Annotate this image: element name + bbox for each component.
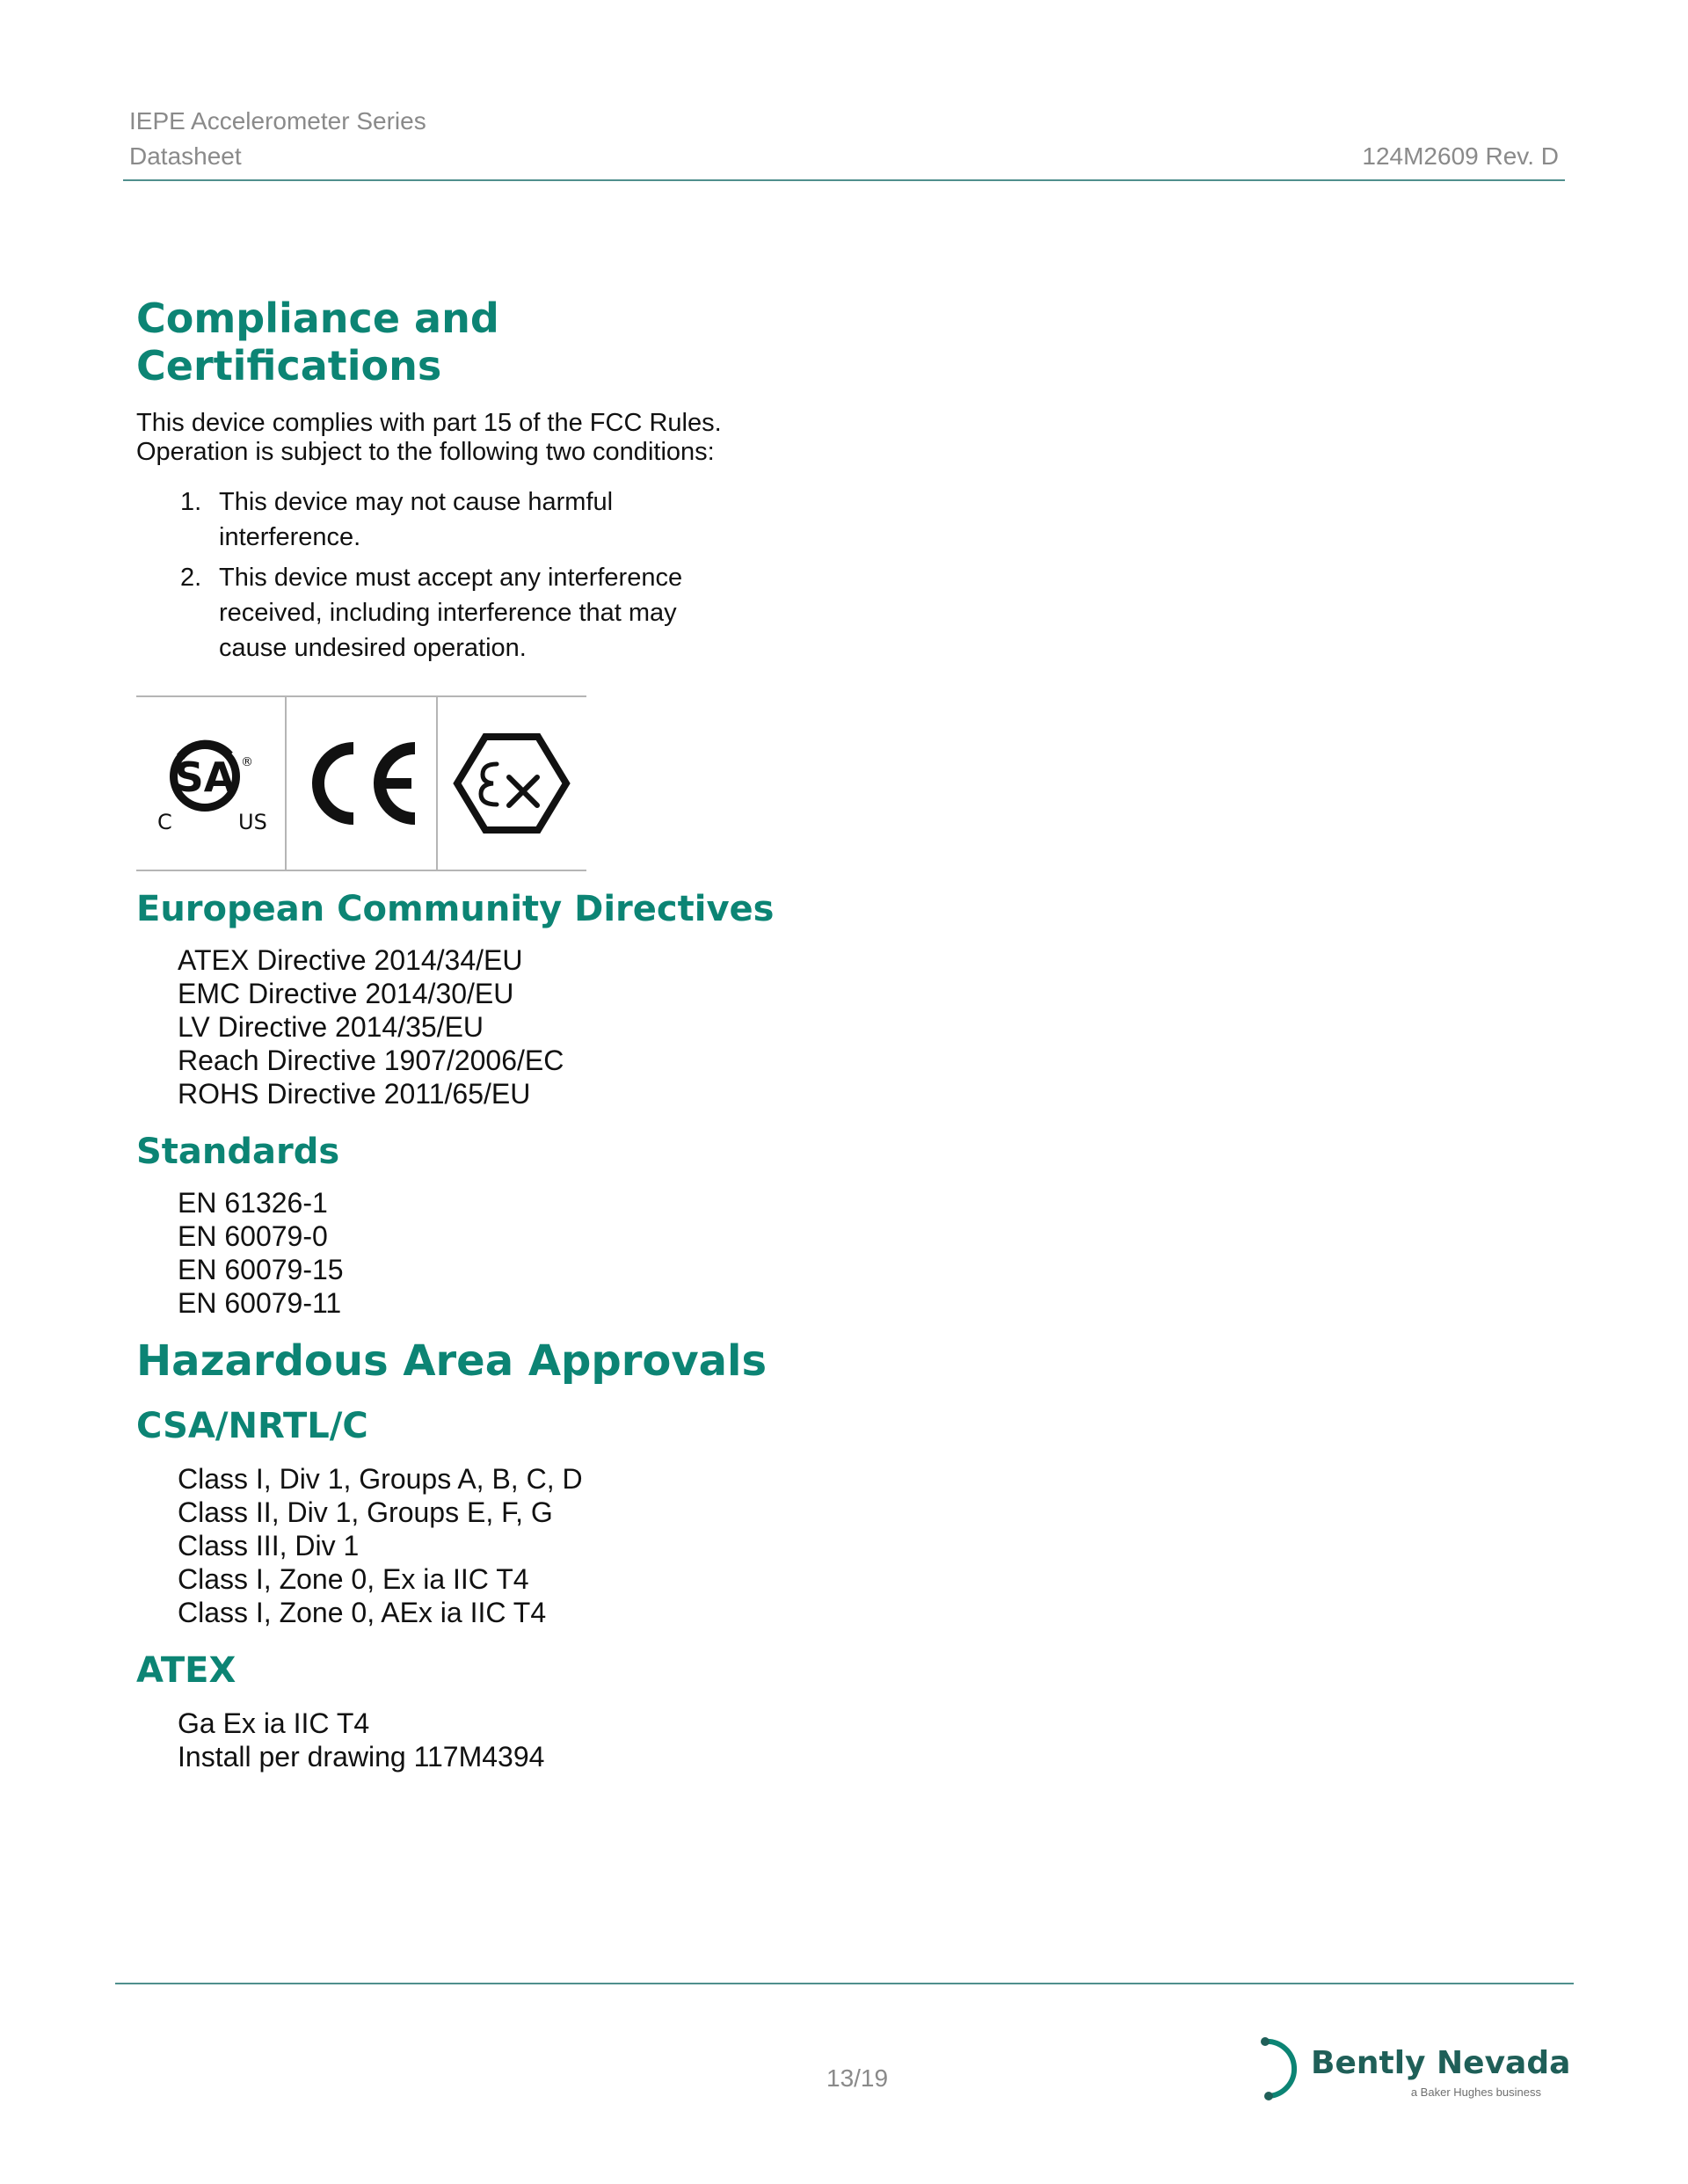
european-directives-title: European Community Directives bbox=[136, 889, 775, 929]
fcc-intro-line1: This device complies with part 15 of the FCC Rules. bbox=[136, 409, 722, 437]
ex-mark-cell bbox=[436, 697, 586, 870]
standards-list bbox=[136, 1186, 928, 1320]
fcc-conditions bbox=[136, 484, 928, 666]
list-item: EN 60079-15 bbox=[178, 1254, 344, 1285]
list-item: LV Directive 2014/35/EU bbox=[178, 1011, 484, 1043]
european-directives-list bbox=[136, 943, 928, 1110]
list-item: Class I, Div 1, Groups A, B, C, D bbox=[178, 1463, 583, 1495]
list-item: Class I, Zone 0, AEx ia IIC T4 bbox=[178, 1597, 547, 1628]
header-series: IEPE Accelerometer Series bbox=[129, 107, 426, 135]
list-text: interference. bbox=[219, 523, 361, 551]
list-item: EN 60079-0 bbox=[178, 1220, 328, 1252]
brand-logo bbox=[1253, 2031, 1571, 2101]
certification-marks bbox=[136, 695, 586, 871]
list-item: EN 61326-1 bbox=[178, 1187, 328, 1219]
header-doc-number: 124M2609 Rev. D bbox=[1362, 142, 1559, 170]
compliance-title-line1: Compliance and bbox=[136, 295, 499, 342]
list-item: Class II, Div 1, Groups E, F, G bbox=[178, 1496, 553, 1528]
ce-logo bbox=[295, 731, 427, 836]
standards-title: Standards bbox=[136, 1132, 340, 1172]
csa-c-label: C bbox=[156, 810, 172, 834]
brand-name: Bently Nevada bbox=[1311, 2045, 1571, 2081]
ce-mark-cell bbox=[285, 697, 435, 870]
page-content bbox=[136, 295, 928, 1773]
header-rule bbox=[123, 179, 1565, 181]
list-text: This device must accept any interference bbox=[219, 564, 683, 592]
header-doc-type: Datasheet bbox=[129, 142, 242, 170]
list-item bbox=[136, 560, 928, 666]
csa-mark-cell bbox=[136, 697, 285, 870]
list-item: Class I, Zone 0, Ex ia IIC T4 bbox=[178, 1563, 529, 1595]
csa-logo bbox=[145, 722, 277, 845]
registered-mark: ® bbox=[240, 755, 253, 769]
csa-us-label: US bbox=[237, 810, 267, 834]
list-item: ROHS Directive 2011/65/EU bbox=[178, 1078, 531, 1110]
list-item: Ga Ex ia IIC T4 bbox=[178, 1707, 370, 1739]
brand-mark-icon bbox=[1253, 2031, 1306, 2101]
list-text: received, including interference that may bbox=[219, 599, 677, 627]
list-item: EN 60079-11 bbox=[178, 1287, 342, 1319]
list-item: EMC Directive 2014/30/EU bbox=[178, 978, 514, 1009]
brand-subtitle: a Baker Hughes business bbox=[1410, 2086, 1541, 2099]
csa-nrtl-title: CSA/NRTL/C bbox=[136, 1406, 368, 1446]
list-number: 1. bbox=[180, 488, 202, 516]
svg-text:SA: SA bbox=[174, 753, 236, 801]
fcc-intro bbox=[136, 409, 928, 467]
list-item: Install per drawing 117M4394 bbox=[178, 1741, 545, 1773]
list-text: This device may not cause harmful bbox=[219, 488, 614, 516]
csa-nrtl-list bbox=[136, 1462, 928, 1629]
compliance-title-line2: Certifications bbox=[136, 342, 442, 389]
page-number: 13/19 bbox=[826, 2064, 889, 2092]
fcc-intro-line2: Operation is subject to the following two conditions: bbox=[136, 438, 715, 466]
list-item bbox=[136, 484, 928, 555]
compliance-title bbox=[136, 295, 928, 389]
footer-rule bbox=[115, 1983, 1574, 1984]
list-item: ATEX Directive 2014/34/EU bbox=[178, 944, 523, 976]
list-item: Class III, Div 1 bbox=[178, 1530, 360, 1562]
atex-title: ATEX bbox=[136, 1650, 236, 1691]
list-item: Reach Directive 1907/2006/EC bbox=[178, 1045, 564, 1076]
ex-logo bbox=[446, 726, 578, 841]
atex-list bbox=[136, 1707, 928, 1773]
list-number: 2. bbox=[180, 564, 202, 592]
hazardous-approvals-title: Hazardous Area Approvals bbox=[136, 1336, 768, 1386]
list-text: cause undesired operation. bbox=[219, 634, 527, 662]
